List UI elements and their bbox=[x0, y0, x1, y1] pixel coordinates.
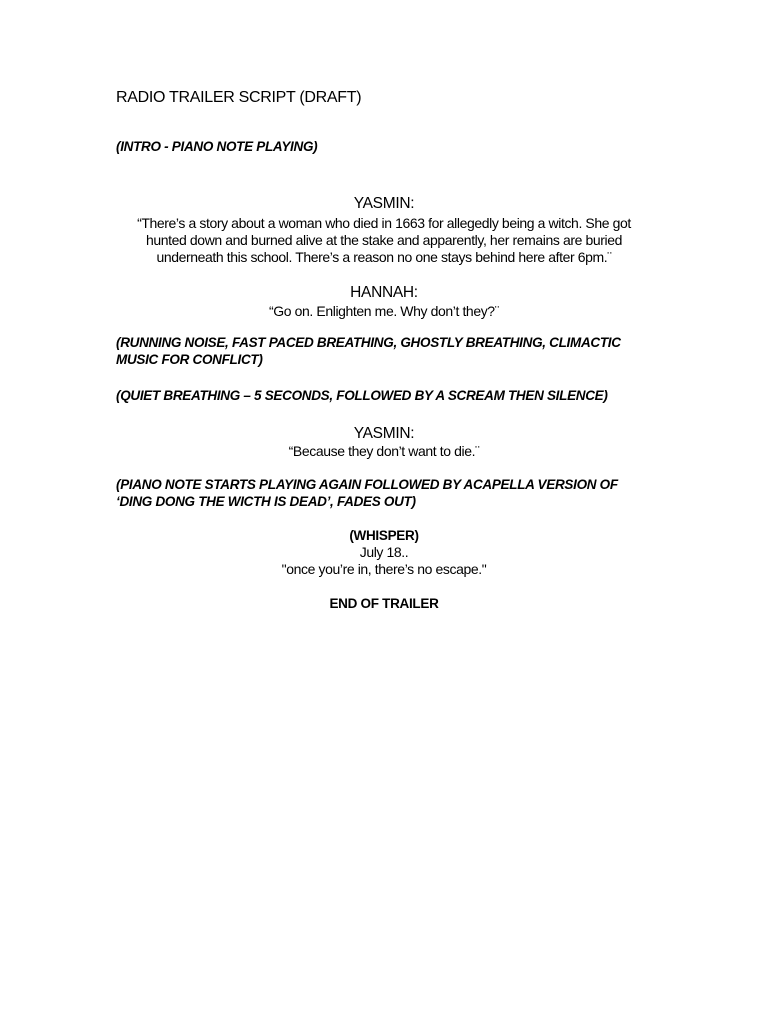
whisper-label: (WHISPER) bbox=[349, 528, 419, 543]
end-of-trailer: END OF TRAILER bbox=[329, 596, 439, 611]
speaker-yasmin-1: YASMIN: bbox=[353, 195, 415, 212]
dialogue-yasmin-2: “Because they don’t want to die.¨ bbox=[288, 443, 480, 459]
direction-piano: (PIANO NOTE STARTS PLAYING AGAIN FOLLOWED BY ACAPELLA VERSION OF ‘DING DONG THE WICTH IS DEAD’, FADES OUT) bbox=[116, 477, 618, 509]
whisper-date: July 18.. bbox=[359, 544, 409, 560]
speaker-hannah: HANNAH: bbox=[350, 284, 418, 301]
dialogue-yasmin-1: “There’s a story about a woman who died in 1663 for allegedly being a witch. She got hunted down and burned alive at the stake and apparently, her remains are buried underneath this school. There’s a reason no one stays behind here after 6pm.¨ bbox=[137, 215, 631, 265]
direction-running: (RUNNING NOISE, FAST PACED BREATHING, GHOSTLY BREATHING, CLIMACTIC MUSIC FOR CONFLICT) bbox=[116, 335, 621, 367]
dialogue-hannah: “Go on. Enlighten me. Why don’t they?¨ bbox=[269, 303, 499, 319]
speaker-yasmin-2: YASMIN: bbox=[353, 425, 415, 442]
direction-quiet: (QUIET BREATHING – 5 SECONDS, FOLLOWED BY A SCREAM THEN SILENCE) bbox=[116, 388, 608, 403]
script-title: RADIO TRAILER SCRIPT (DRAFT) bbox=[116, 89, 362, 106]
whisper-line: "once you’re in, there’s no escape." bbox=[281, 561, 487, 577]
intro-direction: (INTRO - PIANO NOTE PLAYING) bbox=[116, 139, 318, 154]
